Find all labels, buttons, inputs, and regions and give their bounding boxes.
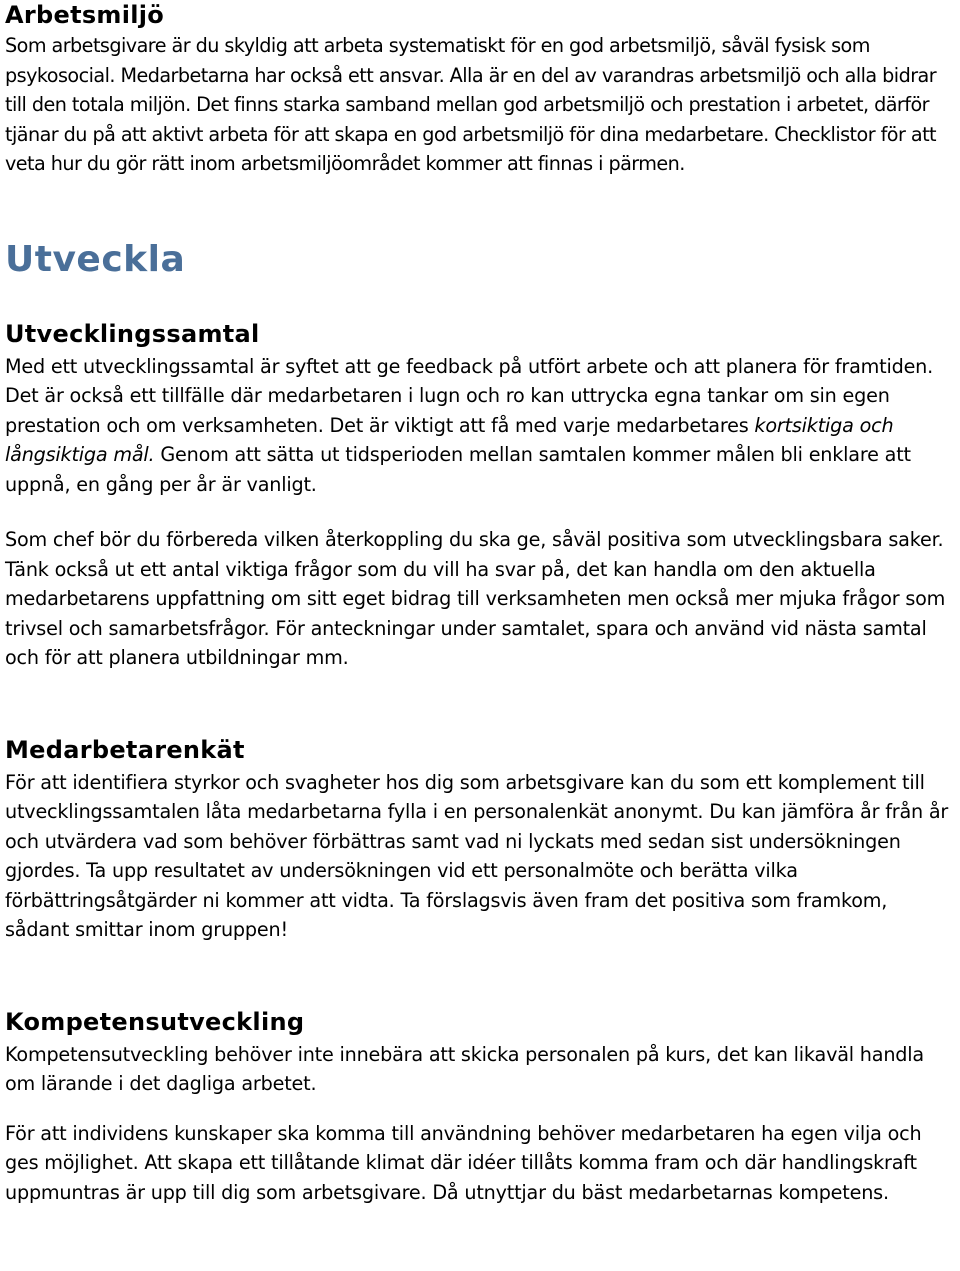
paragraph-kompetensutveckling-2: För att individens kunskaper ska komma till användning behöver medarbetaren ha egen vilja och ges möjlighet. Att skapa ett tillåtande klimat där idéer tillåts komma fram och där handlingskraft uppmuntras är upp till dig som arbetsgivare. Då utnyttjar du bäst medarbetarnas kompetens. [5,1121,922,1204]
paragraph-kompetensutveckling-1: Kompetensutveckling behöver inte innebära att skicka personalen på kurs, det kan likaväl handla om lärande i det dagliga arbetet. [5,1042,924,1095]
paragraph-utvecklingssamtal-1-emphasis: kortsiktiga och långsiktiga mål. [5,413,894,466]
paragraph-utvecklingssamtal-1-text-b: Genom att sätta ut tidsperioden mellan samtalen kommer målen bli enklare att uppnå, en gång per år är vanligt. [5,443,911,496]
paragraph-utvecklingssamtal-1 [5,352,955,500]
paragraph-arbetsmiljo: Som arbetsgivare är du skyldig att arbeta systematiskt för en god arbetsmiljö, såväl fysisk som psykosocial. Medarbetarna har också ett ansvar. Alla är en del av varandras arbetsmiljö och alla bidrar till den totala miljön. Det finns starka samband mellan god arbetsmiljö och prestation i arbetet, därför tjänar du på att aktivt arbeta för att skapa en god arbetsmiljö för dina medarbetare. Checklistor för att veta hur du gör rätt inom arbetsmiljöområdet kommer att finnas i pärmen. [5,34,937,175]
section-heading-utvecklingssamtal: Utvecklingssamtal [5,319,260,348]
section-heading-arbetsmiljo: Arbetsmiljö [5,1,165,29]
paragraph-utvecklingssamtal-1-text-a: Med ett utvecklingssamtal är syftet att ge feedback på utfört arbete och att planera för framtiden. Det är också ett tillfälle där medarbetaren i lugn och ro kan uttrycka egna tankar om sin egen prestation och om verksamheten. Det är viktigt att få med varje medarbetares [5,354,934,437]
paragraph-medarbetarenkat: För att identifiera styrkor och svagheter hos dig som arbetsgivare kan du som ett komplement till utvecklingssamtalen låta medarbetarna fylla i en personalenkät anonymt. Du kan jämföra år från år och utvärdera vad som behöver förbättras samt vad ni lyckats med sedan sist undersökningen gjordes. Ta upp resultatet av undersökningen vid ett personalmöte och berätta vilka förbättringsåtgärder ni kommer att vidta. Ta förslagsvis även fram det positiva som framkom, sådant smittar inom gruppen! [5,770,949,941]
section-heading-kompetensutveckling: Kompetensutveckling [5,1007,305,1036]
main-heading-utveckla: Utveckla [5,238,186,280]
paragraph-utvecklingssamtal-2: Som chef bör du förbereda vilken återkoppling du ska ge, såväl positiva som utvecklingsbara saker. Tänk också ut ett antal viktiga frågor som du vill ha svar på, det kan handla om den aktuella medarbetarens uppfattning om sitt eget bidrag till verksamheten men också mer mjuka frågor som trivsel och samarbetsfrågor. För anteckningar under samtalet, spara och använd vid nästa samtal och för att planera utbildningar mm. [5,528,946,669]
section-heading-medarbetarenkat: Medarbetarenkät [5,735,245,764]
document-page [5,0,955,1207]
